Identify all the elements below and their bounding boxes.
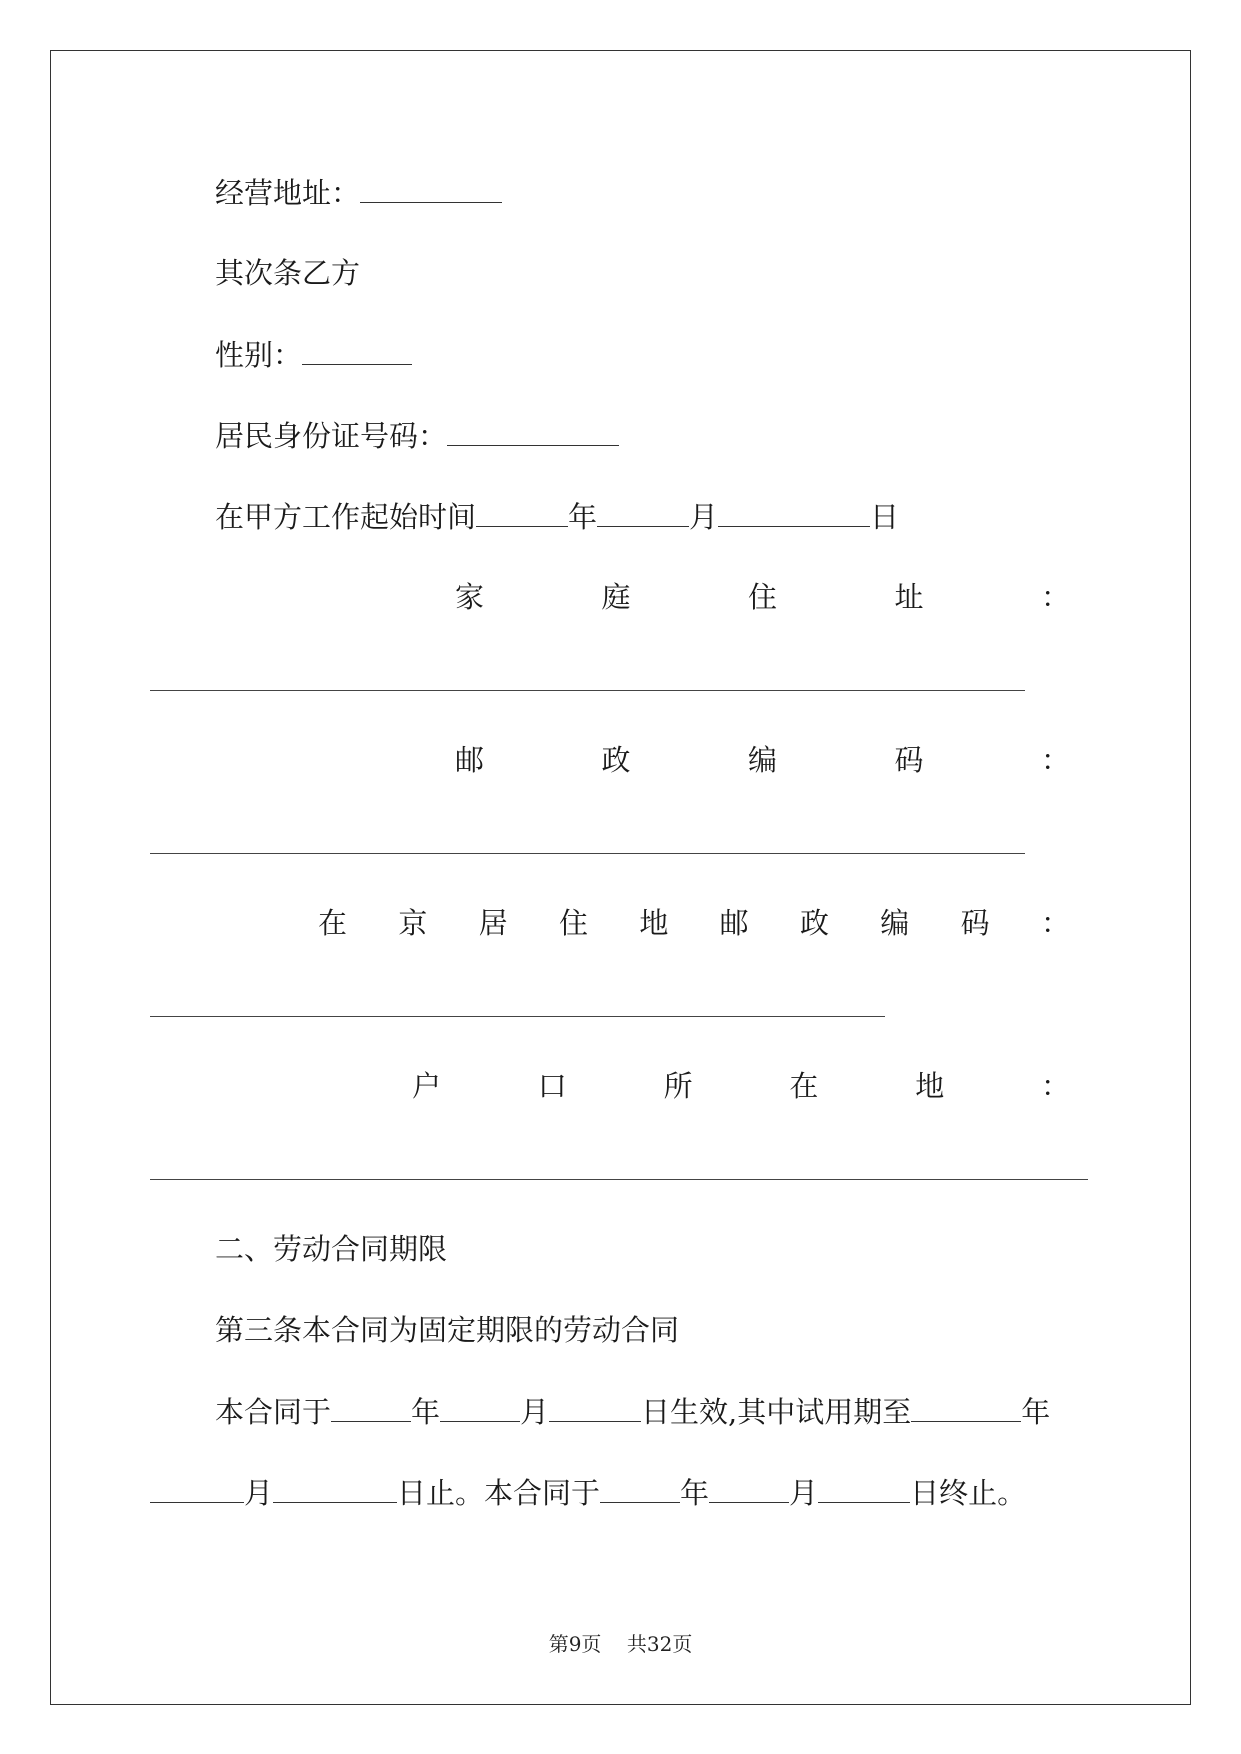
business-address-blank[interactable] bbox=[360, 178, 502, 203]
month-label: 月 bbox=[244, 1476, 274, 1510]
postal-code-char: 编 bbox=[747, 743, 777, 777]
id-number-label: 居民身份证号码： bbox=[215, 419, 448, 453]
beijing-postal-char: 邮 bbox=[719, 906, 749, 940]
page-frame bbox=[50, 50, 1191, 1705]
household-char: 户 bbox=[412, 1069, 442, 1103]
beijing-postal-code-blank[interactable] bbox=[150, 1016, 885, 1017]
probation-day-blank[interactable] bbox=[273, 1478, 397, 1503]
home-address-colon: ： bbox=[1040, 580, 1070, 614]
id-number-blank[interactable] bbox=[447, 421, 619, 446]
postal-code-char: 邮 bbox=[455, 743, 485, 777]
month-label: 月 bbox=[520, 1395, 550, 1429]
beijing-postal-colon: ： bbox=[1040, 906, 1070, 940]
business-address-label: 经营地址： bbox=[215, 176, 361, 210]
termination-date-line bbox=[150, 1478, 1026, 1508]
postal-code-char: 码 bbox=[894, 743, 924, 777]
business-address-line bbox=[215, 178, 502, 208]
beijing-postal-char: 住 bbox=[558, 906, 588, 940]
start-time-prefix: 在甲方工作起始时间 bbox=[215, 500, 477, 534]
home-address-char: 庭 bbox=[601, 580, 631, 614]
beijing-postal-code-label bbox=[318, 906, 1070, 940]
beijing-postal-char: 居 bbox=[478, 906, 508, 940]
gender-line bbox=[215, 340, 412, 370]
gender-label: 性别： bbox=[215, 338, 303, 372]
postal-code-char: 政 bbox=[601, 743, 631, 777]
article3-text: 第三条本合同为固定期限的劳动合同 bbox=[215, 1313, 680, 1347]
year-label: 年 bbox=[680, 1476, 710, 1510]
start-month-blank[interactable] bbox=[597, 502, 689, 527]
household-char: 口 bbox=[537, 1069, 567, 1103]
total-suffix: 页 bbox=[672, 1632, 693, 1656]
effective-day-blank[interactable] bbox=[549, 1397, 641, 1422]
effective-day-suffix: 日生效,其中试用期至 bbox=[641, 1395, 912, 1429]
gender-blank[interactable] bbox=[302, 340, 412, 365]
probation-year-blank[interactable] bbox=[911, 1397, 1021, 1422]
home-address-char: 住 bbox=[747, 580, 777, 614]
effective-month-blank[interactable] bbox=[440, 1397, 520, 1422]
probation-end-suffix: 日止。本合同于 bbox=[397, 1476, 601, 1510]
termination-suffix: 日终止。 bbox=[910, 1476, 1027, 1510]
postal-code-colon: ： bbox=[1040, 743, 1070, 777]
beijing-postal-char: 码 bbox=[960, 906, 990, 940]
page-footer bbox=[0, 1628, 1241, 1657]
total-pages: 32 bbox=[646, 1632, 673, 1656]
postal-code-label bbox=[455, 743, 1070, 777]
beijing-postal-char: 在 bbox=[318, 906, 348, 940]
beijing-postal-char: 编 bbox=[880, 906, 910, 940]
day-label: 日 bbox=[870, 500, 900, 534]
month-label: 月 bbox=[689, 500, 719, 534]
household-registration-blank[interactable] bbox=[150, 1179, 1088, 1180]
household-char: 在 bbox=[789, 1069, 819, 1103]
home-address-blank[interactable] bbox=[150, 690, 1025, 691]
household-char: 地 bbox=[915, 1069, 945, 1103]
year-label: 年 bbox=[411, 1395, 441, 1429]
home-address-char: 家 bbox=[455, 580, 485, 614]
year-label: 年 bbox=[568, 500, 598, 534]
page-number: 9 bbox=[568, 1632, 582, 1656]
start-year-blank[interactable] bbox=[476, 502, 568, 527]
section2-title: 二、劳动合同期限 bbox=[215, 1232, 448, 1266]
effective-year-blank[interactable] bbox=[331, 1397, 411, 1422]
household-colon: ： bbox=[1040, 1069, 1070, 1103]
article2-party-b: 其次条乙方 bbox=[215, 256, 361, 290]
total-prefix: 共 bbox=[626, 1632, 647, 1656]
termination-month-blank[interactable] bbox=[709, 1478, 789, 1503]
household-char: 所 bbox=[663, 1069, 693, 1103]
start-day-blank[interactable] bbox=[718, 502, 870, 527]
beijing-postal-char: 京 bbox=[398, 906, 428, 940]
termination-year-blank[interactable] bbox=[600, 1478, 680, 1503]
year-label: 年 bbox=[1021, 1395, 1051, 1429]
home-address-char: 址 bbox=[894, 580, 924, 614]
termination-day-blank[interactable] bbox=[818, 1478, 910, 1503]
effective-prefix: 本合同于 bbox=[215, 1395, 332, 1429]
start-time-line bbox=[215, 502, 899, 532]
page-prefix: 第 bbox=[548, 1632, 569, 1656]
month-label: 月 bbox=[789, 1476, 819, 1510]
beijing-postal-char: 政 bbox=[799, 906, 829, 940]
household-registration-label bbox=[412, 1069, 1070, 1103]
id-number-line bbox=[215, 421, 619, 451]
probation-month-blank[interactable] bbox=[150, 1478, 244, 1503]
postal-code-blank[interactable] bbox=[150, 853, 1025, 854]
page-suffix: 页 bbox=[581, 1632, 602, 1656]
effective-date-line bbox=[215, 1397, 1050, 1427]
home-address-label bbox=[455, 580, 1070, 614]
beijing-postal-char: 地 bbox=[639, 906, 669, 940]
